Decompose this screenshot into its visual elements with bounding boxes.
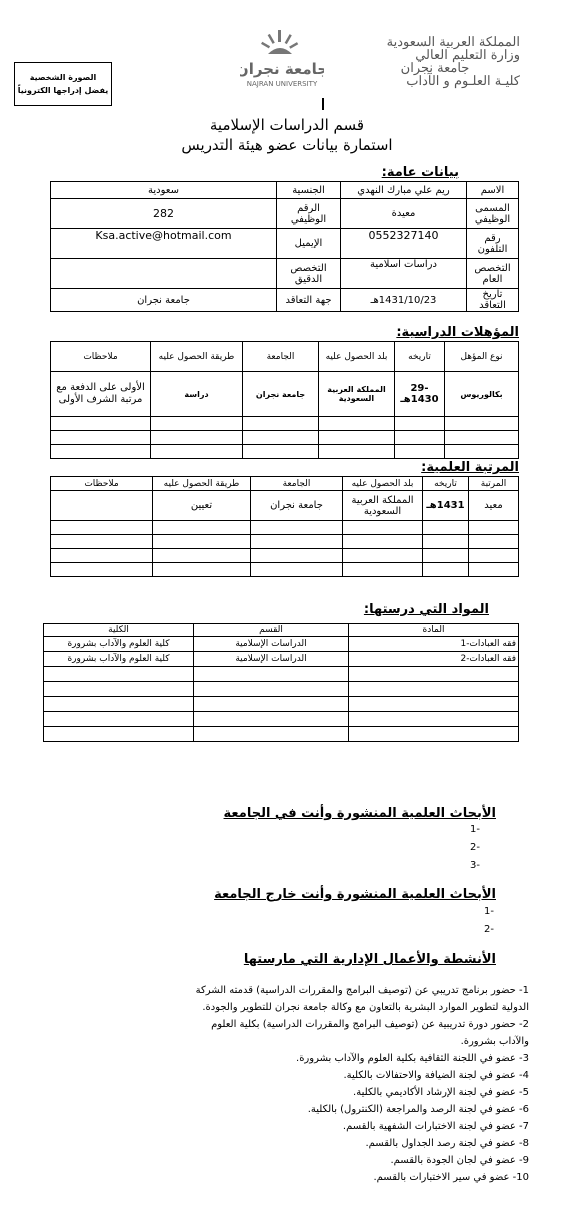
qual-cell	[395, 445, 445, 459]
email-value: Ksa.active@hotmail.com	[51, 229, 277, 259]
qual-cell	[395, 417, 445, 431]
rank-header-country: بلد الحصول عليه	[343, 477, 423, 491]
table-row	[44, 697, 519, 712]
logo-english: NAJRAN UNIVERSITY	[246, 80, 318, 88]
list-item: 1-	[484, 906, 494, 917]
qual-cell	[151, 417, 243, 431]
course-cell	[349, 667, 519, 682]
list-item: 2-	[484, 924, 494, 935]
list-item: 1- حضور برنامج تدريبي عن (توصيف البرامج والمقررات الدراسية) قدمته الشركة	[195, 985, 529, 996]
qual-cell	[445, 431, 519, 445]
list-item: والآداب بشرورة.	[460, 1036, 529, 1047]
qual-cell	[319, 445, 395, 459]
research-out-heading: الأبحاث العلمية المنشورة وأنت خارج الجامعة	[214, 887, 496, 902]
course-cell	[349, 727, 519, 742]
course-cell: كلية العلوم والآداب بشرورة	[44, 637, 194, 652]
course-cell: فقه العبادات-1	[349, 637, 519, 652]
qualifications-heading: المؤهلات الدراسية:	[396, 325, 519, 340]
rank-cell	[51, 491, 153, 521]
rank-cell: المملكة العربية السعودية	[343, 491, 423, 521]
nationality-value: سعودية	[51, 182, 277, 199]
photo-placeholder-box	[14, 62, 112, 106]
rank-header-date: تاريخه	[423, 477, 469, 491]
rank-heading: المرتبة العلمية:	[421, 460, 519, 475]
rank-cell	[469, 563, 519, 577]
rank-cell	[343, 535, 423, 549]
phone-value: 0552327140	[341, 229, 467, 259]
table-row	[44, 712, 519, 727]
logo-arabic: جامعة نجران	[240, 60, 324, 78]
research-in-heading: الأبحاث العلمية المنشورة وأنت في الجامعة	[223, 806, 496, 821]
course-header-subject: المادة	[349, 624, 519, 637]
qual-cell: دراسة	[151, 372, 243, 417]
rank-header-university: الجامعة	[251, 477, 343, 491]
name-label: الاسم	[467, 182, 519, 199]
course-cell	[44, 712, 194, 727]
list-item: 3- عضو في اللجنة الثقافية بكلية العلوم والآداب بشرورة.	[296, 1053, 529, 1064]
list-item: الدولية لتطوير الموارد البشرية بالتعاون مع وكالة جامعة نجران للتطوير والجودة.	[202, 1002, 529, 1013]
nationality-label: الجنسية	[277, 182, 341, 199]
course-header-department: القسم	[194, 624, 349, 637]
rank-cell	[343, 563, 423, 577]
table-row	[44, 667, 519, 682]
ministry-line: وزارة التعليم العالي	[415, 48, 520, 63]
rank-cell	[251, 535, 343, 549]
qual-cell: جامعة نجران	[243, 372, 319, 417]
rank-cell	[423, 563, 469, 577]
rank-table	[50, 476, 519, 577]
qual-cell	[151, 445, 243, 459]
course-cell	[194, 697, 349, 712]
course-cell	[194, 667, 349, 682]
job-no-label: الرقم الوظيفي	[277, 199, 341, 229]
rank-cell	[423, 521, 469, 535]
cursor-mark	[322, 98, 324, 110]
course-cell	[44, 682, 194, 697]
ministry-header	[350, 36, 520, 88]
rank-cell	[153, 549, 251, 563]
rank-cell: معيد	[469, 491, 519, 521]
contract-date-value: 1431/10/23هـ	[341, 289, 467, 312]
photo-note: يفضل إدراجها الكترونياً	[17, 86, 109, 95]
qual-cell	[395, 431, 445, 445]
job-no-value: 282	[51, 199, 277, 229]
course-cell	[44, 697, 194, 712]
rank-cell	[153, 563, 251, 577]
fine-spec-label: التخصص الدقيق	[277, 259, 341, 289]
qual-cell	[243, 445, 319, 459]
table-row	[44, 727, 519, 742]
qual-cell	[319, 431, 395, 445]
rank-cell: تعيين	[153, 491, 251, 521]
rank-cell	[51, 535, 153, 549]
list-item: 6- عضو في لجنة الرصد والمراجعة (الكنترول) بالكلية.	[307, 1104, 529, 1115]
table-row	[51, 417, 519, 431]
courses-heading: المواد التي درستها:	[363, 602, 489, 617]
rank-header-rank: المرتبة	[469, 477, 519, 491]
contract-party-label: جهة التعاقد	[277, 289, 341, 312]
rank-cell	[51, 521, 153, 535]
course-cell	[194, 712, 349, 727]
rank-cell	[51, 549, 153, 563]
course-cell	[349, 697, 519, 712]
qual-cell	[51, 417, 151, 431]
general-info-table	[50, 181, 519, 312]
list-item: 2-	[470, 842, 480, 853]
qual-cell: 29-1430هـ	[395, 372, 445, 417]
list-item: 4- عضو في لجنة الضيافة والاحتفالات بالكلية.	[343, 1070, 529, 1081]
table-row	[51, 431, 519, 445]
qual-header-notes: ملاحظات	[51, 342, 151, 372]
university-line: جامعة نجران	[400, 61, 470, 76]
course-cell: الدراسات الإسلامية	[194, 652, 349, 667]
qual-cell: بكالوريوس	[445, 372, 519, 417]
course-cell	[194, 682, 349, 697]
rank-cell	[251, 521, 343, 535]
photo-label: الصورة الشخصية	[29, 73, 97, 82]
rank-cell: 1431هـ	[423, 491, 469, 521]
course-cell: كلية العلوم والآداب بشرورة	[44, 652, 194, 667]
rank-header-notes: ملاحظات	[51, 477, 153, 491]
list-item: 7- عضو في لجنة الاختبارات الشفهية بالقسم.	[342, 1121, 529, 1132]
qual-cell	[243, 431, 319, 445]
list-item: 3-	[470, 860, 480, 871]
rank-cell	[469, 521, 519, 535]
qual-cell	[445, 445, 519, 459]
table-row	[44, 637, 519, 652]
university-logo	[240, 28, 324, 98]
qual-cell: الأولى على الدفعة مع مرتبة الشرف الأولى	[51, 372, 151, 417]
qual-cell	[151, 431, 243, 445]
rank-cell	[153, 521, 251, 535]
rank-cell	[343, 521, 423, 535]
general-spec-value: دراسات اسلامية	[341, 259, 467, 289]
table-row	[51, 521, 519, 535]
kingdom-line: المملكة العربية السعودية	[386, 35, 520, 50]
list-item: 2- حضور دورة تدريبية عن (توصيف البرامج والمقررات الدراسية) بكلية العلوم	[211, 1019, 529, 1030]
course-header-college: الكلية	[44, 624, 194, 637]
qual-cell	[51, 431, 151, 445]
list-item: 1-	[470, 824, 480, 835]
qual-header-country: بلد الحصول عليه	[319, 342, 395, 372]
rank-cell	[469, 549, 519, 563]
qual-cell	[243, 417, 319, 431]
activities-heading: الأنشطة والأعمال الإدارية التي مارستها	[243, 952, 496, 967]
qual-header-university: الجامعة	[243, 342, 319, 372]
course-cell	[44, 667, 194, 682]
rank-cell	[153, 535, 251, 549]
qual-header-type: نوع المؤهل	[445, 342, 519, 372]
contract-party-value: جامعة نجران	[51, 289, 277, 312]
table-row	[44, 652, 519, 667]
email-label: الإيميل	[277, 229, 341, 259]
general-heading: بيانات عامة:	[381, 165, 459, 180]
qual-header-method: طريقة الحصول عليه	[151, 342, 243, 372]
department-title: قسم الدراسات الإسلامية	[209, 116, 365, 134]
job-title-label: المسمى الوظيفي	[467, 199, 519, 229]
form-title: استمارة بيانات عضو هيئة التدريس	[181, 136, 393, 154]
table-row	[51, 491, 519, 521]
course-cell: فقه العبادات-2	[349, 652, 519, 667]
contract-date-label: تاريخ التعاقد	[467, 289, 519, 312]
qual-cell	[319, 417, 395, 431]
course-cell	[44, 727, 194, 742]
list-item: 5- عضو في لجنة الإرشاد الأكاديمي بالكلية.	[353, 1087, 529, 1098]
list-item: 9- عضو في لجان الجودة بالقسم.	[390, 1155, 529, 1166]
qual-header-date: تاريخه	[395, 342, 445, 372]
list-item: 10- عضو في سير الاختبارات بالقسم.	[373, 1172, 529, 1183]
general-spec-label: التخصص العام	[467, 259, 519, 289]
qual-cell	[51, 445, 151, 459]
table-row	[44, 682, 519, 697]
rank-cell	[469, 535, 519, 549]
table-row	[51, 549, 519, 563]
rank-header-method: طريقة الحصول عليه	[153, 477, 251, 491]
rank-cell	[51, 563, 153, 577]
course-cell	[194, 727, 349, 742]
table-row	[51, 535, 519, 549]
course-cell: الدراسات الإسلامية	[194, 637, 349, 652]
rank-cell	[343, 549, 423, 563]
rank-cell: جامعة نجران	[251, 491, 343, 521]
job-title-value: معيدة	[341, 199, 467, 229]
course-cell	[349, 682, 519, 697]
qual-cell	[445, 417, 519, 431]
courses-table	[43, 623, 519, 742]
rank-cell	[251, 563, 343, 577]
table-row	[51, 445, 519, 459]
rank-cell	[423, 549, 469, 563]
fine-spec-value	[51, 259, 277, 289]
table-row	[51, 563, 519, 577]
list-item: 8- عضو في لجنة رصد الجداول بالقسم.	[365, 1138, 529, 1149]
table-row	[51, 372, 519, 417]
name-value: ريم علي مبارك النهدي	[341, 182, 467, 199]
course-cell	[349, 712, 519, 727]
qual-cell: المملكة العربية السعودية	[319, 372, 395, 417]
rank-cell	[251, 549, 343, 563]
qualifications-table	[50, 341, 519, 459]
phone-label: رقم التلفون	[467, 229, 519, 259]
college-line: كليـة العلـوم و الآداب	[406, 74, 520, 89]
rank-cell	[423, 535, 469, 549]
